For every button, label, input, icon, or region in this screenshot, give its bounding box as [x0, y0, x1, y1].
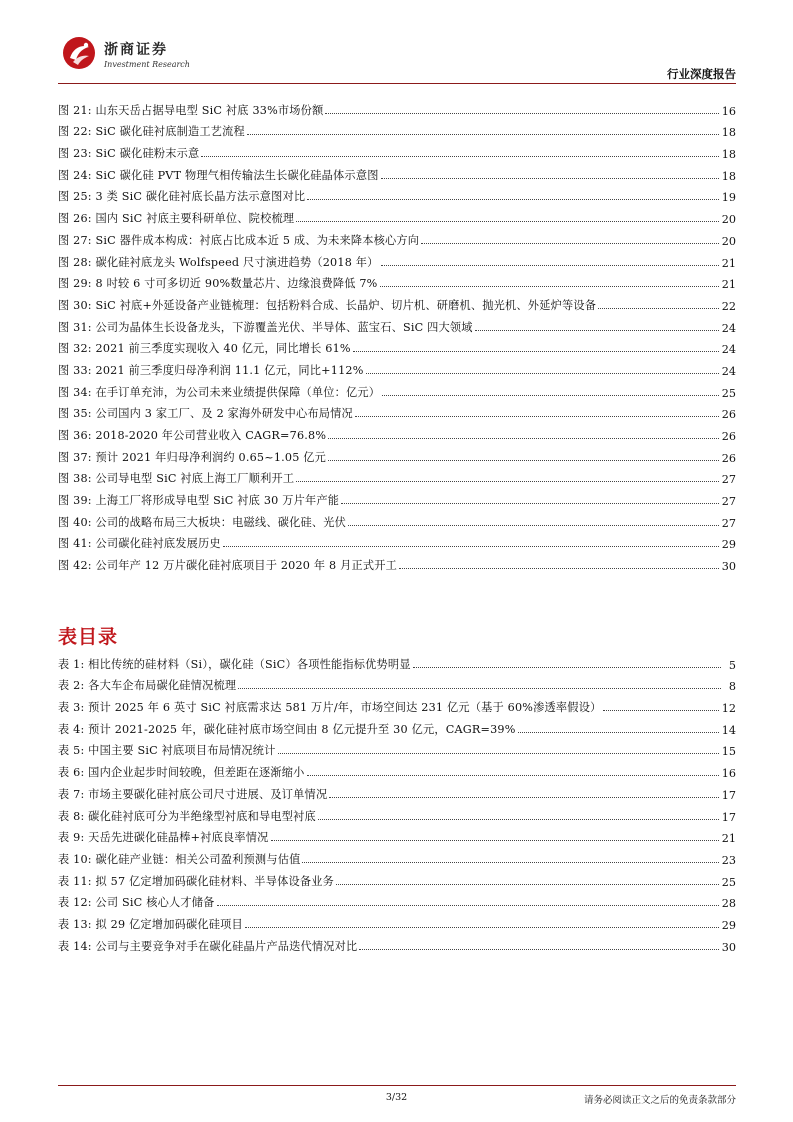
figure-entry-page: 30: [721, 560, 736, 574]
table-entry[interactable]: [58, 802, 736, 824]
figure-entry-page: 26: [721, 408, 736, 422]
figure-entry-label: 图 40: 公司的战略布局三大板块：电磁线、碳化硅、光伏: [58, 515, 347, 529]
figure-entry-page: 29: [721, 538, 736, 552]
figure-entry-label: 图 27: SiC 器件成本构成：衬底占比成本近 5 成、为未来降本核心方向: [58, 233, 420, 247]
table-entry[interactable]: [58, 715, 736, 737]
figure-entry-label: 图 42: 公司年产 12 万片碳化硅衬底项目于 2020 年 8 月正式开工: [58, 559, 398, 573]
dot-leader: [201, 156, 718, 157]
dot-leader: [296, 221, 719, 222]
dot-leader: [302, 862, 718, 863]
dot-leader: [598, 308, 719, 309]
figure-entry[interactable]: [58, 139, 736, 161]
figure-entry[interactable]: [58, 400, 736, 422]
figure-entry-page: 26: [721, 451, 736, 465]
table-entry-page: 30: [721, 940, 736, 954]
figure-entry-page: 18: [721, 148, 736, 162]
table-entry-label: 表 4: 预计 2021-2025 年，碳化硅衬底市场空间由 8 亿元提升至 30 亿元，CAGR=39%: [58, 722, 516, 736]
figure-entry-page: 18: [721, 126, 736, 140]
figure-entry-page: 20: [721, 234, 736, 248]
dot-leader: [307, 775, 719, 776]
table-entry[interactable]: [58, 672, 736, 694]
header-divider: [58, 83, 736, 84]
figure-entry-label: 图 25: 3 类 SiC 碳化硅衬底长晶方法示意图对比: [58, 190, 306, 204]
figure-entry-label: 图 35: 公司国内 3 家工厂、及 2 家海外研发中心布局情况: [58, 407, 353, 421]
figure-entry[interactable]: [58, 486, 736, 508]
table-entry[interactable]: [58, 693, 736, 715]
dot-leader: [341, 503, 719, 504]
dot-leader: [381, 265, 719, 266]
figure-entry-label: 图 29: 8 吋较 6 寸可多切近 90%数量芯片、边缘浪费降低 7%: [58, 277, 378, 291]
table-entry-page: 23: [721, 853, 736, 867]
dot-leader: [366, 373, 719, 374]
table-entry[interactable]: [58, 867, 736, 889]
figure-entry[interactable]: [58, 421, 736, 443]
dot-leader: [381, 178, 719, 179]
figure-entry[interactable]: [58, 226, 736, 248]
table-entry-page: 25: [721, 875, 736, 889]
figure-entry-page: 18: [721, 169, 736, 183]
report-type-label: 行业深度报告: [667, 67, 736, 81]
figure-entry[interactable]: [58, 161, 736, 183]
table-entry[interactable]: [58, 758, 736, 780]
figure-entry[interactable]: [58, 465, 736, 487]
dot-leader: [475, 330, 719, 331]
figure-entry-label: 图 30: SiC 衬底+外延设备产业链梳理：包括粉料合成、长晶炉、切片机、研磨机、抛光机、外延炉等设备: [58, 298, 597, 312]
figure-entry[interactable]: [58, 183, 736, 205]
dot-leader: [399, 568, 719, 569]
dot-leader: [247, 134, 719, 135]
figure-entry-page: 24: [721, 321, 736, 335]
figure-entry-page: 21: [721, 278, 736, 292]
table-list-title: 表目录: [58, 626, 119, 648]
dot-leader: [413, 667, 721, 668]
figure-entry-label: 图 21: 山东天岳占据导电型 SiC 衬底 33%市场份额: [58, 103, 324, 117]
table-entry-label: 表 6: 国内企业起步时间较晚，但差距在逐渐缩小: [58, 766, 305, 780]
company-name-en: Investment Research: [104, 60, 190, 69]
dot-leader: [421, 243, 719, 244]
dot-leader: [336, 884, 719, 885]
figure-entry[interactable]: [58, 291, 736, 313]
dot-leader: [329, 797, 718, 798]
figure-entry[interactable]: [58, 443, 736, 465]
dot-leader: [518, 732, 719, 733]
figure-entry-page: 20: [721, 213, 736, 227]
dot-leader: [603, 710, 718, 711]
dot-leader: [353, 351, 719, 352]
page-number: 3/32: [385, 1092, 408, 1103]
figure-entry-label: 图 34: 在手订单充沛，为公司未来业绩提供保障（单位：亿元）: [58, 385, 381, 399]
table-entry-page: 5: [728, 658, 736, 672]
dot-leader: [278, 753, 719, 754]
dot-leader: [245, 927, 719, 928]
table-entry-page: 28: [721, 897, 736, 911]
dot-leader: [217, 905, 719, 906]
table-entry-label: 表 5: 中国主要 SiC 衬底项目布局情况统计: [58, 744, 276, 758]
table-entry-label: 表 10: 碳化硅产业链：相关公司盈利预测与估值: [58, 852, 301, 866]
table-entry-page: 14: [721, 723, 736, 737]
table-entry-page: 17: [721, 788, 736, 802]
figure-list: [58, 96, 736, 573]
table-entry-label: 表 14: 公司与主要竞争对手在碳化硅晶片产品迭代情况对比: [58, 939, 358, 953]
footer-disclaimer: 请务必阅读正文之后的免责条款部分: [583, 1095, 736, 1106]
figure-entry[interactable]: [58, 356, 736, 378]
table-entry-label: 表 1: 相比传统的硅材料（Si），碳化硅（SiC）各项性能指标优势明显: [58, 657, 411, 671]
figure-entry-label: 图 36: 2018-2020 年公司营业收入 CAGR=76.8%: [58, 429, 327, 442]
dot-leader: [271, 840, 719, 841]
figure-entry-label: 图 24: SiC 碳化硅 PVT 物理气相传输法生长碳化硅晶体示意图: [58, 168, 379, 182]
dot-leader: [380, 286, 719, 287]
figure-entry-label: 图 32: 2021 前三季度实现收入 40 亿元，同比增长 61%: [58, 342, 351, 356]
figure-entry-page: 16: [721, 104, 736, 118]
table-entry[interactable]: [58, 650, 736, 672]
figure-entry[interactable]: [58, 508, 736, 530]
company-logo-icon: [62, 36, 96, 70]
figure-entry-label: 图 41: 公司碳化硅衬底发展历史: [58, 537, 221, 551]
table-entry-label: 表 11: 拟 57 亿定增加码碳化硅材料、半导体设备业务: [58, 874, 335, 888]
table-entry-label: 表 9: 天岳先进碳化硅晶棒+衬底良率情况: [58, 831, 269, 845]
table-entry[interactable]: [58, 824, 736, 846]
table-entry-label: 表 7: 市场主要碳化硅衬底公司尺寸进展、及订单情况: [58, 787, 328, 801]
table-entry-page: 29: [721, 918, 736, 932]
dot-leader: [328, 438, 719, 439]
figure-entry-label: 图 28: 碳化硅衬底龙头 Wolfspeed 尺寸演进趋势（2018 年）: [58, 255, 379, 269]
table-entry-label: 表 8: 碳化硅衬底可分为半绝缘型衬底和导电型衬底: [58, 809, 316, 823]
dot-leader: [328, 460, 719, 461]
page-header: [58, 30, 736, 82]
table-entry[interactable]: [58, 932, 736, 954]
figure-entry-page: 19: [721, 191, 736, 205]
table-entry-page: 21: [721, 832, 736, 846]
table-entry-label: 表 3: 预计 2025 年 6 英寸 SiC 衬底需求达 581 万片/年，市场空间达 231 亿元（基于 60%渗透率假设）: [58, 701, 602, 715]
table-entry[interactable]: [58, 889, 736, 911]
figure-entry[interactable]: [58, 530, 736, 552]
table-entry-label: 表 2: 各大车企布局碳化硅情况梳理: [58, 679, 237, 693]
dot-leader: [348, 525, 719, 526]
figure-entry-page: 22: [721, 299, 736, 313]
dot-leader: [223, 546, 719, 547]
table-entry-page: 8: [728, 680, 736, 694]
figure-entry-page: 27: [721, 516, 736, 530]
figure-entry[interactable]: [58, 270, 736, 292]
table-entry[interactable]: [58, 737, 736, 759]
figure-entry-page: 27: [721, 473, 736, 487]
dot-leader: [296, 481, 719, 482]
company-name-cn: 浙商证券: [104, 42, 168, 58]
dot-leader: [355, 416, 719, 417]
figure-entry-label: 图 38: 公司导电型 SiC 衬底上海工厂顺利开工: [58, 472, 295, 486]
table-entry[interactable]: [58, 845, 736, 867]
table-entry[interactable]: [58, 780, 736, 802]
figure-entry[interactable]: [58, 248, 736, 270]
figure-entry-label: 图 37: 预计 2021 年归母净利润约 0.65~1.05 亿元: [58, 450, 327, 464]
figure-entry[interactable]: [58, 335, 736, 357]
table-entry[interactable]: [58, 910, 736, 932]
dot-leader: [382, 395, 719, 396]
table-entry-page: 16: [721, 767, 736, 781]
figure-entry[interactable]: [58, 378, 736, 400]
dot-leader: [307, 199, 718, 200]
figure-entry[interactable]: [58, 313, 736, 335]
figure-entry-label: 图 39: 上海工厂将形成导电型 SiC 衬底 30 万片年产能: [58, 494, 340, 508]
figure-entry-page: 21: [721, 256, 736, 270]
figure-entry-label: 图 33: 2021 前三季度归母净利润 11.1 亿元，同比+112%: [58, 363, 364, 377]
table-list: [58, 650, 736, 954]
dot-leader: [359, 949, 718, 950]
footer-divider: [58, 1085, 736, 1086]
figure-entry-page: 26: [721, 430, 736, 443]
figure-entry-label: 图 22: SiC 碳化硅衬底制造工艺流程: [58, 125, 245, 139]
dot-leader: [318, 819, 719, 820]
table-entry-page: 12: [721, 702, 736, 716]
figure-entry-page: 24: [721, 364, 736, 378]
table-entry-page: 17: [721, 810, 736, 824]
figure-entry[interactable]: [58, 204, 736, 226]
figure-entry-page: 27: [721, 495, 736, 509]
figure-entry-label: 图 31: 公司为晶体生长设备龙头，下游覆盖光伏、半导体、蓝宝石、SiC 四大领域: [58, 320, 473, 334]
figure-entry[interactable]: [58, 118, 736, 140]
figure-entry[interactable]: [58, 551, 736, 573]
dot-leader: [325, 113, 718, 114]
figure-entry[interactable]: [58, 96, 736, 118]
figure-entry-label: 图 23: SiC 碳化硅粉末示意: [58, 147, 200, 161]
figure-entry-page: 24: [721, 343, 736, 357]
table-entry-label: 表 13: 拟 29 亿定增加码碳化硅项目: [58, 917, 243, 931]
table-entry-page: 15: [721, 745, 736, 759]
dot-leader: [238, 688, 721, 689]
figure-entry-page: 25: [721, 386, 736, 400]
figure-entry-label: 图 26: 国内 SiC 衬底主要科研单位、院校梳理: [58, 212, 295, 226]
table-entry-label: 表 12: 公司 SiC 核心人才储备: [58, 896, 215, 910]
